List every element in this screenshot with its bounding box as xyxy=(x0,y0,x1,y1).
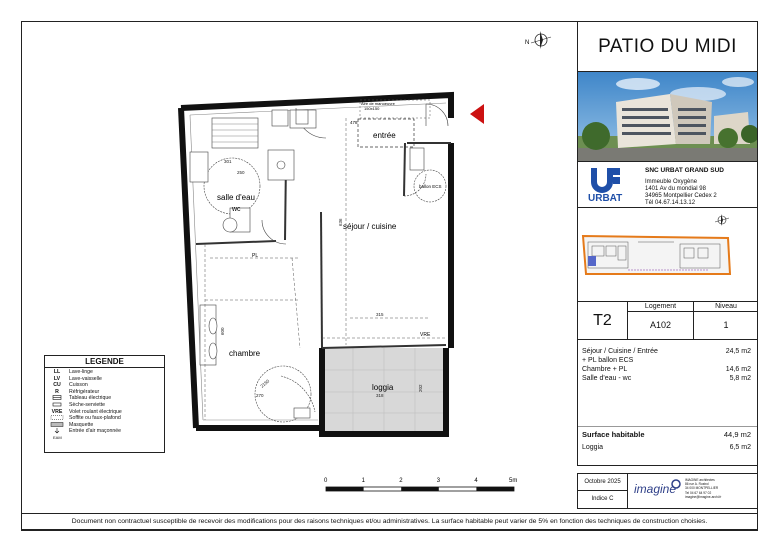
svg-text:202: 202 xyxy=(418,384,423,392)
situation-plan xyxy=(577,208,758,302)
svg-text:318: 318 xyxy=(376,393,384,398)
doc-date: Octobre 2025 xyxy=(578,474,627,491)
svg-text:150x150: 150x150 xyxy=(364,106,380,111)
legend-item: R Réfrigérateur xyxy=(55,388,100,395)
legend-item: Entrée d'air maçonnée xyxy=(45,428,164,435)
legend-item: Tableau électrique xyxy=(45,395,164,402)
architect-swirl-icon xyxy=(670,478,682,490)
ballon-label: ballon ECS xyxy=(419,184,442,189)
company-name: SNC URBAT GRAND SUD xyxy=(645,167,724,174)
scale-tick: 1 xyxy=(361,478,365,484)
svg-text:URBAT: URBAT xyxy=(588,193,623,204)
architect-logo: imagine xyxy=(634,482,677,496)
svg-text:PL: PL xyxy=(252,253,259,259)
developer-block xyxy=(577,162,758,208)
legend-item: Sèche-serviette xyxy=(45,402,164,409)
svg-text:315: 315 xyxy=(376,312,384,317)
svg-text:VRE: VRE xyxy=(420,332,431,338)
legend: LEGENDE LL Lave-linge LV Lave-vaisselle CU Cuisson R Réfrigérateur Tableau électrique Sèche-serviette VRE Volet roulant électrique Soffite ou faux-plafond Masquette Entrée d'air maçonnée EAM xyxy=(44,355,165,453)
niveau-value: 1 xyxy=(723,320,729,330)
surface-table xyxy=(577,340,758,466)
logement-value: A102 xyxy=(649,320,672,330)
scale-tick: 2 xyxy=(399,478,403,484)
legend-item: VRE Volet roulant électrique xyxy=(51,408,122,415)
surface-row: Salle d'eau - wc 5,8 m2 xyxy=(582,375,751,382)
surface-row: + PL ballon ECS xyxy=(582,357,634,364)
room-chambre: chambre xyxy=(229,349,261,358)
svg-text:636: 636 xyxy=(338,218,343,226)
svg-text:N: N xyxy=(525,40,530,46)
masquette-icon xyxy=(50,422,64,427)
svg-text:478: 478 xyxy=(350,120,358,125)
surface-total: Surface habitable 44,9 m2 xyxy=(582,430,751,439)
lot-info xyxy=(577,302,758,340)
logement-label: Logement xyxy=(628,302,693,312)
scale-tick: 4 xyxy=(474,478,478,484)
legend-item: CU Cuisson xyxy=(53,382,88,389)
legend-title: LEGENDE xyxy=(45,356,164,368)
room-sejour: séjour / cuisine xyxy=(343,222,397,231)
loggia-row: Loggia 6,5 m2 xyxy=(582,444,751,451)
towel-dryer-icon xyxy=(52,402,62,407)
room-salle-eau: salle d'eau xyxy=(217,193,255,202)
doc-index: Indice C xyxy=(591,496,614,502)
svg-text:301: 301 xyxy=(224,159,232,164)
niveau-label: Niveau xyxy=(694,302,758,312)
date-index-block xyxy=(577,473,758,509)
scale-tick: 3 xyxy=(436,478,441,484)
lot-type: T2 xyxy=(578,302,628,339)
north-arrow-icon xyxy=(715,214,729,226)
disclaimer-footer: Document non contractuel susceptible de recevoir des modifications pour des raisons techniques et/ou administratives. La surface habitable peut varier de 5% en fonction des techniques de construction choisies. xyxy=(21,513,758,530)
room-entree: entrée xyxy=(373,131,396,140)
surface-row: Chambre + PL 14,6 m2 xyxy=(582,366,751,373)
surface-row: Séjour / Cuisine / Entrée 24,5 m2 xyxy=(582,348,751,355)
architect-address: IMAGINE architectes 86 rue A. Rostrol 34 000 MONTPELLIER Tel 04 67 64 97 02 imagine@imagine-archi.fr xyxy=(685,478,722,499)
svg-text:2150: 2150 xyxy=(259,378,271,389)
company-address: Immeuble Oxygène 1401 Av du mondial 98 34965 Montpellier Cedex 2 Tél 04.67.14.13.12 xyxy=(645,179,717,206)
legend-item: Masquette xyxy=(45,422,164,429)
scale-tick: 0 xyxy=(324,478,328,484)
north-arrow-icon xyxy=(525,31,551,49)
air-inlet-icon xyxy=(52,428,62,434)
room-loggia: loggia xyxy=(372,383,394,392)
urbat-logo xyxy=(586,166,628,204)
svg-text:Aire de manoeuvre: Aire de manoeuvre xyxy=(361,101,395,106)
building-photo xyxy=(577,72,758,162)
scale-tick: 5m xyxy=(509,478,518,484)
panel-icon xyxy=(52,395,62,400)
svg-text:270: 270 xyxy=(256,393,264,398)
legend-item: LL Lave-linge xyxy=(53,369,93,375)
legend-item: Soffite ou faux-plafond xyxy=(45,415,164,422)
svg-text:250: 250 xyxy=(237,170,245,175)
scale-bar xyxy=(324,478,517,491)
svg-text:600: 600 xyxy=(220,327,225,335)
interior-walls xyxy=(196,143,451,348)
room-wc: wc xyxy=(232,206,241,213)
soffit-icon xyxy=(50,415,64,420)
project-title: PATIO DU MIDI xyxy=(577,21,758,72)
legend-item: LV Lave-vaisselle xyxy=(53,375,102,382)
entrance-marker-icon xyxy=(470,104,484,124)
